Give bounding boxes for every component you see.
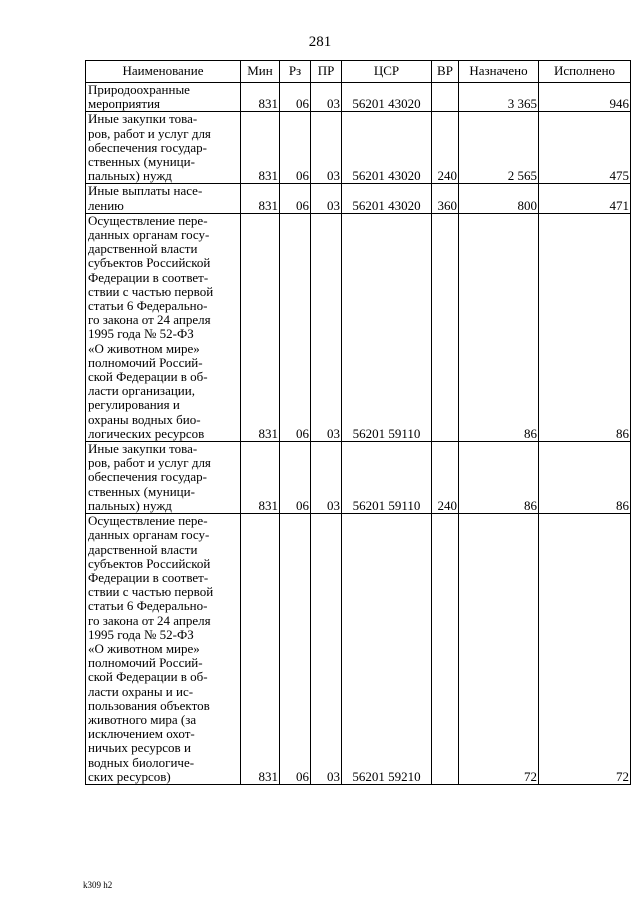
row-pr: 03 [311,213,342,441]
row-name-line: ничьих ресурсов и [88,740,191,756]
header-assigned: Назначено [459,61,539,83]
row-name-line: «О животном мире» [88,640,200,656]
table-row [86,514,631,785]
row-name-line: обеспечения государ- [88,469,207,485]
row-assigned: 86 [459,213,539,441]
header-vr: ВР [432,61,459,83]
row-name-line: ствии с частью первой [88,283,214,299]
row-rz: 06 [280,184,311,213]
row-csr: 56201 59110 [342,213,432,441]
header-executed: Исполнено [539,61,631,83]
row-csr: 56201 43020 [342,83,432,112]
row-name-line: ской Федерации в об- [88,369,208,385]
table-row [86,213,631,441]
row-name-line: статьи 6 Федерально- [88,598,208,614]
row-vr [432,213,459,441]
row-csr: 56201 43020 [342,112,432,184]
page-number: 281 [308,34,332,50]
row-name-line: ров, работ и услуг для [88,455,211,471]
row-min: 831 [241,213,280,441]
row-name-line: ственных (муници- [88,483,195,499]
table-row [86,184,631,213]
row-name [86,184,241,213]
row-name-line: водных биологиче- [88,754,195,770]
table-row [86,83,631,112]
row-executed: 86 [539,213,631,441]
header-name: Наименование [86,61,241,83]
row-name [86,213,241,441]
row-name-line: статьи 6 Федерально- [88,298,208,314]
row-name [86,83,241,112]
row-min: 831 [241,83,280,112]
row-rz: 06 [280,514,311,785]
row-name-line: пальных) нужд [88,168,172,184]
row-pr: 03 [311,184,342,213]
row-assigned: 3 365 [459,83,539,112]
row-name [86,112,241,184]
row-executed: 946 [539,83,631,112]
row-pr: 03 [311,112,342,184]
row-name-line: 1995 года № 52-ФЗ [88,626,194,642]
row-min: 831 [241,514,280,785]
row-name-line: Осуществление пере- [88,213,208,228]
row-vr: 360 [432,184,459,213]
row-name-line: ласти охраны и ис- [88,683,194,699]
row-name-line: ствии с частью первой [88,584,214,600]
row-name [86,442,241,514]
row-name-line: охраны водных био- [88,411,201,427]
row-name-line: данных органам госу- [88,527,210,543]
row-name-line: данных органам госу- [88,227,210,243]
row-rz: 06 [280,112,311,184]
row-min: 831 [241,442,280,514]
row-name-line: субъектов Российской [88,555,211,571]
row-name-line: го закона от 24 апреля [88,312,211,328]
row-name-line: Природоохранные [88,82,190,97]
header-min: Мин [241,61,280,83]
header-pr: ПР [311,61,342,83]
row-name-line: Иные закупки това- [88,441,198,457]
row-pr: 03 [311,442,342,514]
row-name-line: полномочий Россий- [88,655,203,671]
header-rz: Рз [280,61,311,83]
row-assigned: 86 [459,442,539,514]
row-name-line: Федерации в соответ- [88,569,209,585]
table-header-row [86,61,631,83]
row-name-line: логических ресурсов [88,425,205,441]
row-vr [432,514,459,785]
row-rz: 06 [280,213,311,441]
budget-table [85,60,631,785]
row-executed: 471 [539,184,631,213]
row-name-line: Осуществление пере- [88,513,208,529]
row-name-line: дарственной власти [88,541,198,557]
row-csr: 56201 59210 [342,514,432,785]
row-executed: 475 [539,112,631,184]
row-assigned: 2 565 [459,112,539,184]
row-name-line: ров, работ и услуг для [88,125,211,141]
header-csr: ЦСР [342,61,432,83]
table-row [86,112,631,184]
row-name-line: дарственной власти [88,241,198,257]
row-name-line: ласти организации, [88,383,195,399]
row-name-line: мероприятия [88,96,161,112]
row-vr [432,83,459,112]
table-body [86,83,631,785]
row-executed: 86 [539,442,631,514]
row-name-line: обеспечения государ- [88,139,207,155]
row-name-line: пальных) нужд [88,497,172,513]
row-name-line: Иные закупки това- [88,111,198,127]
row-name-line: «О животном мире» [88,340,200,356]
row-name-line: животного мира (за [88,711,197,727]
row-min: 831 [241,112,280,184]
row-name-line: полномочий Россий- [88,354,203,370]
row-csr: 56201 43020 [342,184,432,213]
row-name-line: ской Федерации в об- [88,669,208,685]
row-name-line: ских ресурсов) [88,768,171,784]
footer-code: k309 h2 [83,880,113,890]
row-assigned: 72 [459,514,539,785]
row-name-line: лению [88,197,124,213]
row-vr: 240 [432,442,459,514]
row-rz: 06 [280,442,311,514]
row-name-line: регулирования и [88,397,180,413]
row-min: 831 [241,184,280,213]
row-assigned: 800 [459,184,539,213]
row-executed: 72 [539,514,631,785]
row-name-line: ственных (муници- [88,154,195,170]
row-name-line: Федерации в соответ- [88,269,209,285]
row-name-line: 1995 года № 52-ФЗ [88,326,194,342]
table-row [86,442,631,514]
row-pr: 03 [311,514,342,785]
row-rz: 06 [280,83,311,112]
row-name-line: го закона от 24 апреля [88,612,211,628]
row-name-line: пользования объектов [88,697,210,713]
row-csr: 56201 59110 [342,442,432,514]
row-name-line: субъектов Российской [88,255,211,271]
row-pr: 03 [311,83,342,112]
row-name-line: исключением охот- [88,726,195,742]
row-name [86,514,241,785]
row-name-line: Иные выплаты насе- [88,183,203,199]
row-vr: 240 [432,112,459,184]
